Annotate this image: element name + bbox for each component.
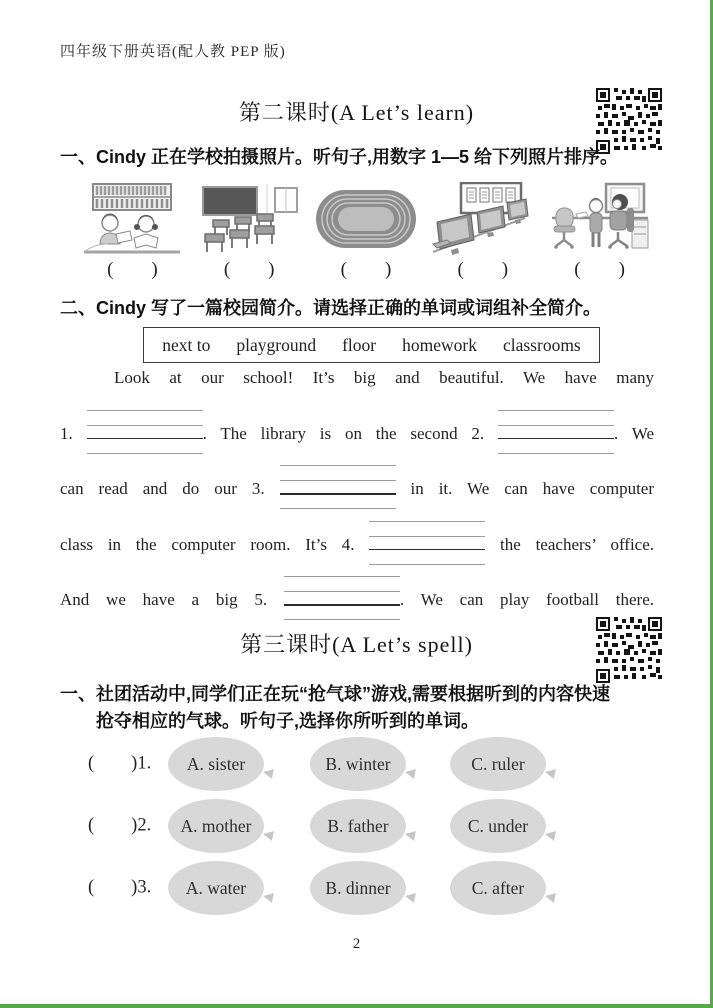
passage-line: class in the computer room. It’s 4. the teachers’ office. — [60, 517, 654, 573]
word-bank-item: next to — [162, 334, 211, 355]
answer-slot[interactable]: ( ) — [574, 259, 625, 280]
q3-instruction — [60, 681, 660, 735]
book-edition-header: 四年级下册英语(配人教 PEP 版) — [60, 44, 286, 60]
passage-line: Look at our school! It’s big and beautiful. We have many — [114, 368, 654, 387]
row-number: 3. — [137, 877, 152, 898]
balloon-option-b[interactable]: B. winter — [310, 737, 406, 791]
balloon-option-a[interactable]: A. water — [168, 861, 264, 915]
q3-instruction-line1: 一、社团活动中,同学们正在玩“抢气球”游戏,需要根据听到的内容快速 — [60, 684, 610, 704]
q1-instruction: 一、Cindy 正在学校拍摄照片。听句子,用数字 1—5 给下列照片排序。 — [60, 147, 619, 167]
page-number: 2 — [352, 936, 361, 952]
fill-blank-5[interactable] — [284, 604, 400, 605]
qr-code-icon — [596, 617, 662, 683]
passage-line: can read and do our 3. in it. We can have computer — [60, 461, 654, 517]
balloon-option-c[interactable]: C. after — [450, 861, 546, 915]
balloon-option-a[interactable]: A. sister — [168, 737, 264, 791]
answer-slot[interactable]: ( ) — [107, 259, 158, 280]
passage-line: 1. . The library is on the second 2. . We — [60, 406, 654, 462]
answer-slot[interactable]: ( )1. — [88, 753, 152, 774]
photo-cell — [424, 182, 541, 281]
balloon-option-c[interactable]: C. ruler — [450, 737, 546, 791]
computer-room-photo-icon — [431, 182, 535, 256]
q3-instruction-line2: 抢夺相应的气球。听句子,选择你所听到的单词。 — [96, 711, 479, 731]
word-bank-item: homework — [402, 334, 477, 355]
lesson3-title: 第三课时(A Let’s spell) — [240, 632, 473, 657]
fill-blank-4[interactable] — [369, 549, 485, 550]
passage — [60, 350, 654, 628]
balloon-option-c[interactable]: C. under — [450, 799, 546, 853]
photo-cell — [74, 182, 191, 281]
row-number: 2. — [137, 815, 152, 836]
q2-instruction: 二、Cindy 写了一篇校园简介。请选择正确的单词或词组补全简介。 — [60, 298, 601, 318]
balloon-option-b[interactable]: B. father — [310, 799, 406, 853]
photo-strip — [74, 182, 658, 281]
photo-cell — [191, 182, 308, 281]
spell-row-2 — [60, 799, 654, 853]
answer-slot[interactable]: ( )3. — [88, 877, 152, 898]
spell-row-1 — [60, 737, 654, 791]
fill-blank-3[interactable] — [280, 493, 396, 494]
photo-cell — [308, 182, 425, 281]
page-edge-bottom — [0, 1004, 713, 1008]
fill-blank-1[interactable] — [87, 438, 203, 439]
word-bank-item: floor — [342, 334, 377, 355]
word-bank-item: playground — [236, 334, 317, 355]
balloon-option-a[interactable]: A. mother — [168, 799, 264, 853]
running-track-photo-icon — [314, 182, 418, 256]
answer-slot[interactable]: ( ) — [340, 259, 392, 280]
teachers-office-photo-icon — [548, 182, 652, 256]
photo-cell — [541, 182, 658, 281]
balloon-option-b[interactable]: B. dinner — [310, 861, 406, 915]
lesson2-title: 第二课时(A Let’s learn) — [238, 100, 475, 125]
row-number: 1. — [137, 753, 152, 774]
answer-slot[interactable]: ( ) — [457, 259, 509, 280]
answer-slot[interactable]: ( ) — [223, 259, 275, 280]
classroom-photo-icon — [197, 182, 301, 256]
fill-blank-2[interactable] — [498, 438, 614, 439]
answer-slot[interactable]: ( )2. — [88, 815, 152, 836]
word-bank-item: classrooms — [502, 334, 581, 355]
library-photo-icon — [80, 182, 184, 256]
spell-row-3 — [60, 861, 654, 915]
passage-line: And we have a big 5. . We can play football there. — [60, 572, 654, 628]
